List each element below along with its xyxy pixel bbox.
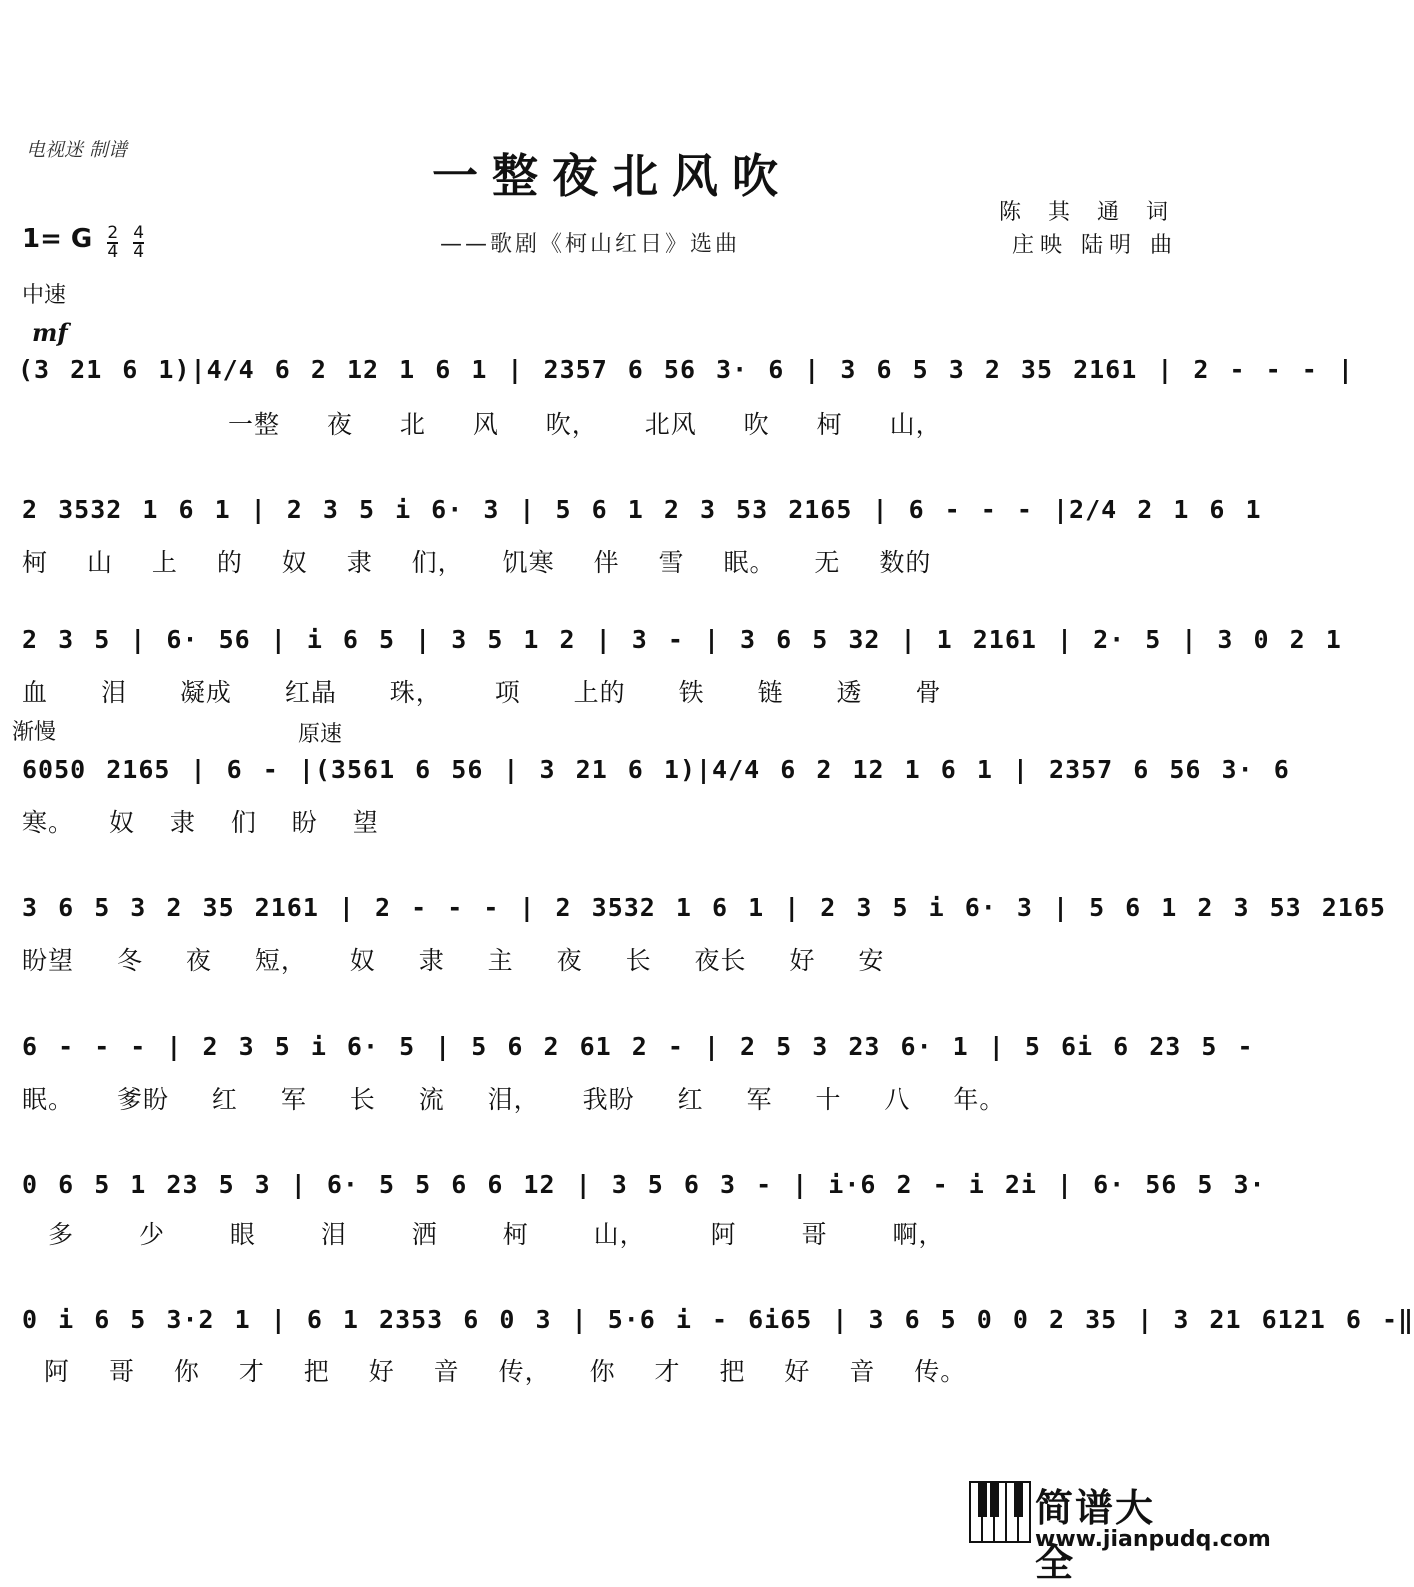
time-sig-bottom: 4 (133, 241, 145, 262)
notation-line-3: 2 3 5 | 6· 56 | i 6 5 | 3 5 1 2 | 3 - | 3 6 5 32 | 1 2161 | 2· 5 | 3 0 2 1 (22, 625, 1342, 654)
lyrics-line-4: 寒。 奴 隶 们 盼 望 (22, 808, 379, 837)
notation-line-8: 0 i 6 5 3·2 1 | 6 1 2353 6 0 3 | 5·6 i - 6i65 | 3 6 5 0 0 2 35 | 3 21 6121 6 -‖ (22, 1305, 1414, 1334)
credit-text: 电视迷 制谱 (26, 139, 128, 161)
key-signature (22, 224, 144, 261)
lyrics-line-1: 一整 夜 北 风 吹， 北风 吹 柯 山， (228, 410, 942, 439)
lyrics-line-3: 血 泪 凝成 红晶 珠， 项 上的 铁 链 透 骨 (22, 678, 942, 707)
time-signature-4-4 (133, 222, 145, 262)
lyrics-line-2: 柯 山 上 的 奴 隶 们， 饥寒 伴 雪 眠。 无 数的 (22, 548, 932, 577)
tempo-marking: 中速 (22, 283, 67, 308)
composer-credit: 庄映 陆明 曲 (1012, 233, 1178, 258)
lyrics-line-7: 多 少 眼 泪 洒 柯 山， 阿 哥 啊， (48, 1220, 945, 1249)
key-label: 1= G (22, 224, 93, 254)
piano-keys-icon (969, 1481, 1031, 1543)
logo-url: www.jianpudq.com (1035, 1527, 1271, 1552)
notation-line-6: 6 - - - | 2 3 5 i 6· 5 | 5 6 2 61 2 - | 2 5 3 23 6· 1 | 5 6i 6 23 5 - (22, 1032, 1254, 1061)
lyrics-line-8: 阿 哥 你 才 把 好 音 传， 你 才 把 好 音 传。 (44, 1357, 967, 1386)
time-sig-bottom: 4 (107, 241, 119, 262)
song-title: 一整夜北风吹 (432, 149, 792, 203)
time-sig-top: 4 (133, 222, 145, 243)
lyrics-line-5: 盼望 冬 夜 短， 奴 隶 主 夜 长 夜长 好 安 (22, 946, 885, 975)
a-tempo-marking: 原速 (298, 722, 343, 747)
song-subtitle: ——歌剧《柯山红日》选曲 (440, 232, 741, 257)
lyricist-credit: 陈 其 通 词 (999, 200, 1178, 225)
time-signature-2-4 (107, 222, 119, 262)
dynamic-marking: mf (32, 318, 68, 347)
notation-line-1: (3 21 6 1)|4/4 6 2 12 1 6 1 | 2357 6 56 3· 6 | 3 6 5 3 2 35 2161 | 2 - - - | (18, 355, 1354, 384)
time-sig-top: 2 (107, 222, 119, 243)
site-logo[interactable] (969, 1477, 1271, 1585)
notation-line-4: 6050 2165 | 6 - |(3561 6 56 | 3 21 6 1)|4/4 6 2 12 1 6 1 | 2357 6 56 3· 6 (22, 755, 1290, 784)
notation-line-2: 2 3532 1 6 1 | 2 3 5 i 6· 3 | 5 6 1 2 3 53 2165 | 6 - - - |2/4 2 1 6 1 (22, 495, 1262, 524)
notation-line-5: 3 6 5 3 2 35 2161 | 2 - - - | 2 3532 1 6 1 | 2 3 5 i 6· 3 | 5 6 1 2 3 53 2165 (22, 893, 1386, 922)
logo-text: 简谱大全 (1035, 1486, 1156, 1585)
ritardando-marking: 渐慢 (12, 720, 57, 745)
notation-line-7: 0 6 5 1 23 5 3 | 6· 5 5 6 6 12 | 3 5 6 3 - | i·6 2 - i 2i | 6· 56 5 3· (22, 1170, 1266, 1199)
lyrics-line-6: 眠。 爹盼 红 军 长 流 泪， 我盼 红 军 十 八 年。 (22, 1085, 1006, 1114)
